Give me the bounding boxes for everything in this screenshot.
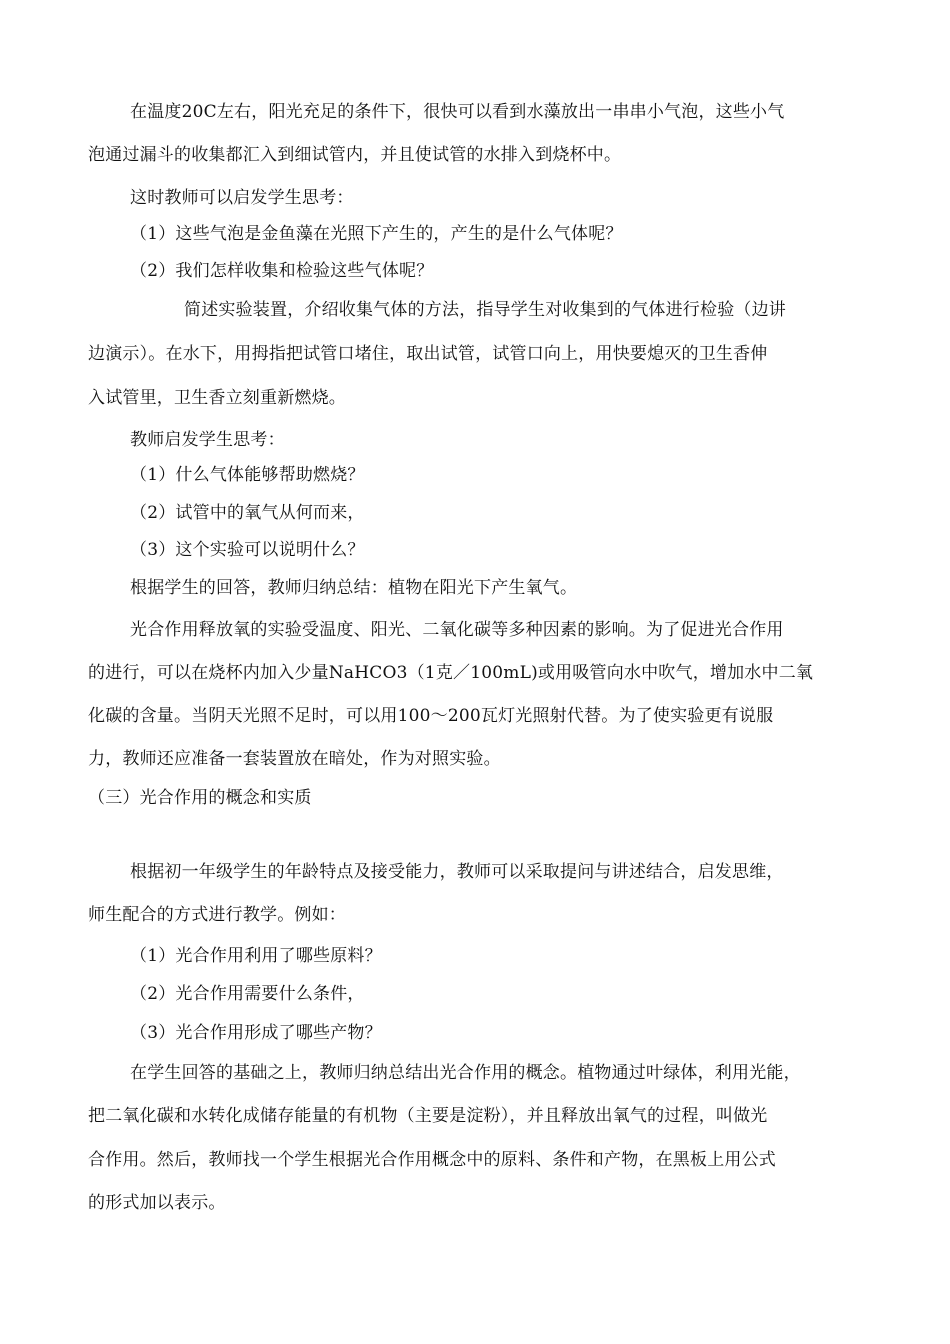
text-line: （1）光合作用利用了哪些原料？ (130, 946, 382, 966)
text-line: 边演示）。在水下，用拇指把试管口堵住，取出试管，试管口向上，用快要熄灭的卫生香伸 (88, 344, 768, 364)
text-line: 合作用。然后，教师找一个学生根据光合作用概念中的原料、条件和产物，在黑板上用公式 (88, 1150, 776, 1170)
text-line: 把二氧化碳和水转化成储存能量的有机物（主要是淀粉），并且释放出氧气的过程，叫做光 (88, 1106, 768, 1126)
text-line: （2）我们怎样收集和检验这些气体呢？ (130, 261, 434, 281)
text-line: 简述实验装置，介绍收集气体的方法，指导学生对收集到的气体进行检验（边讲 (184, 300, 786, 320)
text-line: 这时教师可以启发学生思考： (130, 188, 354, 208)
text-line: 师生配合的方式进行教学。例如： (88, 905, 346, 925)
text-line: 的形式加以表示。 (88, 1193, 226, 1213)
text-line: 泡通过漏斗的收集都汇入到细试管内，并且使试管的水排入到烧杯中。 (88, 145, 622, 165)
text-line: （1）什么气体能够帮助燃烧？ (130, 465, 365, 485)
text-line: （1）这些气泡是金鱼藻在光照下产生的，产生的是什么气体呢？ (130, 224, 623, 244)
text-line: 根据学生的回答，教师归纳总结：植物在阳光下产生氧气。 (130, 578, 578, 598)
section-heading: （三）光合作用的概念和实质 (88, 788, 312, 808)
text-line: （2）试管中的氧气从何而来， (130, 503, 365, 523)
text-line: （3）光合作用形成了哪些产物？ (130, 1023, 382, 1043)
text-line: （2）光合作用需要什么条件， (130, 984, 365, 1004)
text-line: 根据初一年级学生的年龄特点及接受能力，教师可以采取提问与讲述结合，启发思维， (130, 862, 784, 882)
text-line: 光合作用释放氧的实验受温度、阳光、二氧化碳等多种因素的影响。为了促进光合作用 (130, 620, 784, 640)
text-line: 入试管里，卫生香立刻重新燃烧。 (88, 388, 346, 408)
text-line: 在温度20C左右，阳光充足的条件下，很快可以看到水藻放出一串串小气泡，这些小气 (130, 102, 785, 122)
text-line: 化碳的含量。当阴天光照不足时，可以用100～200瓦灯光照射代替。为了使实验更有说服 (88, 706, 774, 726)
text-line: 教师启发学生思考： (130, 430, 285, 450)
text-line: 力，教师还应准备一套装置放在暗处，作为对照实验。 (88, 749, 501, 769)
text-line: 的进行，可以在烧杯内加入少量NaHCO3（1克／100mL)或用吸管向水中吹气，增加水中二氧 (88, 663, 814, 683)
text-line: （3）这个实验可以说明什么？ (130, 540, 365, 560)
text-line: 在学生回答的基础之上，教师归纳总结出光合作用的概念。植物通过叶绿体，利用光能， (130, 1063, 801, 1083)
